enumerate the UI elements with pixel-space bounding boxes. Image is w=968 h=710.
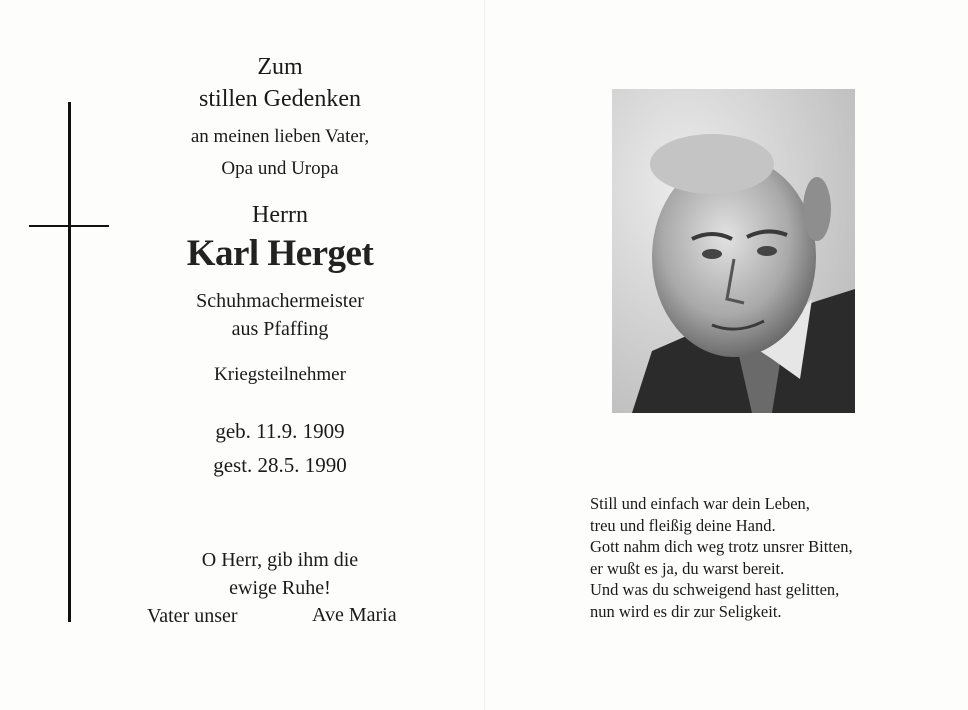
memorial-poem (590, 493, 853, 622)
prayer-vater-unser: Vater unser (147, 605, 238, 627)
death-date: gest. 28.5. 1990 (213, 453, 347, 477)
heading-line-1: Zum (257, 54, 303, 80)
salutation: Herrn (252, 202, 308, 228)
poem-line: Still und einfach war dein Leben, (590, 494, 810, 513)
dedication-line-1: an meinen lieben Vater, (190, 126, 370, 147)
prayer-line-1: O Herr, gib ihm die (201, 549, 359, 571)
poem-line: Und was du schweigend hast gelitten, (590, 580, 840, 599)
portrait-illustration (612, 89, 855, 413)
deceased-name: Karl Herget (186, 233, 374, 274)
profession: Schuhmachermeister (196, 290, 364, 312)
poem-line: treu und fleißig deine Hand. (590, 515, 776, 535)
poem-line: er wußt es ja, du warst bereit. (590, 558, 785, 578)
war-participant-note: Kriegsteilnehmer (214, 364, 346, 385)
cross-horizontal-bar (29, 225, 109, 227)
dedication-line-2: Opa und Uropa (221, 158, 339, 179)
prayer-ave-maria: Ave Maria (312, 604, 397, 626)
poem-line: nun wird es dir zur Seligkeit. (590, 601, 782, 621)
cross-vertical-bar (68, 102, 71, 622)
prayer-line-2: ewige Ruhe! (229, 577, 331, 599)
card-fold-line (484, 0, 485, 710)
poem-line: Gott nahm dich weg trotz unsrer Bitten, (590, 537, 853, 556)
portrait-photo (612, 89, 855, 413)
birth-date: geb. 11.9. 1909 (215, 419, 345, 443)
heading-line-2: stillen Gedenken (199, 86, 361, 112)
origin: aus Pfaffing (231, 318, 329, 340)
